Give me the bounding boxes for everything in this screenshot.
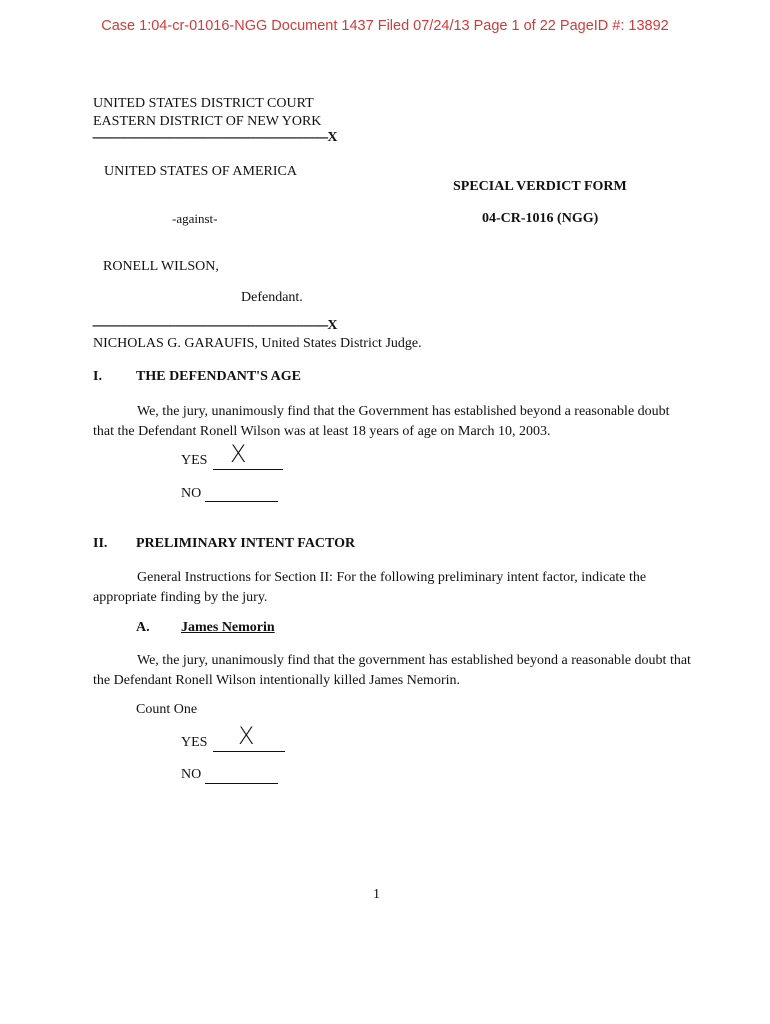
plaintiff-name: UNITED STATES OF AMERICA <box>104 164 297 179</box>
section-1-no-line <box>205 500 278 502</box>
section-2-no-label: NO <box>181 767 202 782</box>
section-2-instructions: General Instructions for Section II: For the following preliminary intent factor, indicate the appropriate finding by the jury. <box>93 570 647 605</box>
section-2-yes-line <box>213 750 285 752</box>
section-2-title: PRELIMINARY INTENT FACTOR <box>136 536 356 551</box>
page-number: 1 <box>373 887 380 902</box>
section-2-no-line <box>205 782 278 784</box>
section-1-paragraph: We, the jury, unanimously find that the Government has established beyond a reasonable doubt that the Defendant Ronell Wilson was at least 18 years of age on March 10, 2003. <box>93 404 670 439</box>
filing-header: Case 1:04-cr-01016-NGG Document 1437 Filed 07/24/13 Page 1 of 22 PageID #: 13892 <box>101 18 669 34</box>
form-title: SPECIAL VERDICT FORM <box>453 179 627 194</box>
section-1-yes-line <box>213 468 283 470</box>
caption-divider-top: --------------------------------------------------------------------X <box>92 130 337 145</box>
section-2-yes-label: YES <box>181 735 208 750</box>
section-1-yes-label: YES <box>181 453 208 468</box>
defendant-name: RONELL WILSON, <box>103 259 219 274</box>
subsection-a-letter: A. <box>136 620 150 635</box>
section-1-no-label: NO <box>181 486 202 501</box>
section-2-yes-mark: X <box>238 722 255 750</box>
section-1-yes-mark: X <box>230 440 247 468</box>
judge-line: NICHOLAS G. GARAUFIS, United States District Judge. <box>93 336 422 351</box>
subsection-a-title: James Nemorin <box>181 620 275 635</box>
section-1-number: I. <box>93 369 102 384</box>
section-2-number: II. <box>93 536 108 551</box>
case-number: 04-CR-1016 (NGG) <box>482 211 599 226</box>
subsection-a-paragraph: We, the jury, unanimously find that the government has established beyond a reasonable doubt that the Defendant Ronell Wilson intentionally killed James Nemorin. <box>93 653 691 688</box>
count-one-label: Count One <box>136 702 198 717</box>
defendant-label: Defendant. <box>241 290 303 305</box>
court-district: EASTERN DISTRICT OF NEW YORK <box>93 114 322 129</box>
section-1-title: THE DEFENDANT'S AGE <box>136 369 301 384</box>
caption-divider-bottom: --------------------------------------------------------------------X <box>92 318 337 333</box>
court-name: UNITED STATES DISTRICT COURT <box>93 96 314 111</box>
against-label: -against- <box>172 211 218 226</box>
